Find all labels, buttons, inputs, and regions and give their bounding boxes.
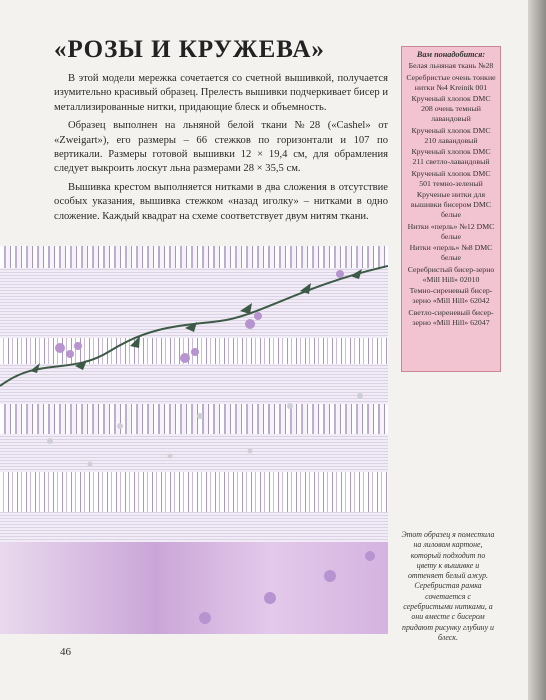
materials-item: Крученый хлопок DMC 211 светло-лавандовый <box>411 147 491 166</box>
article-body <box>54 72 388 228</box>
embroidery-photo <box>0 246 388 634</box>
materials-list <box>405 61 497 328</box>
silver-stars <box>47 393 363 467</box>
page-number: 46 <box>60 646 71 658</box>
vine-leaves <box>30 269 362 373</box>
materials-item: Серебристый бисер-зерно «Mill Hill» 02010 <box>407 264 495 284</box>
rose-beads <box>55 270 375 624</box>
materials-item: Крученые нитки для вышивки бисером DMC белые <box>410 190 492 219</box>
article-title: «РОЗЫ И КРУЖЕВА» <box>54 36 325 63</box>
paragraph-technique: Вышивка крестом выполняется нитками в два сложения в отсутствие особых указания, вышивка стежком «назад иголку» – нитками в одно сложение. Каждый квадрат на схеме соответствует двум нитям ткани. <box>54 181 388 222</box>
materials-item: Нитки «перль» №8 DMC белые <box>409 243 493 262</box>
materials-item: Нитки «перль» №12 DMC белые <box>407 221 495 241</box>
materials-item: Крученый хлопок DMC 208 очень темный лавандовый <box>411 94 491 123</box>
materials-item: Светло-сиреневый бисер-зерно «Mill Hill» 62047 <box>408 307 494 327</box>
photo-caption: Этот образец я поместила на лиловом картоне, который подходит по цвету к вышивке и оттеняет белый ажур. Серебристая рамка сочетается с серебристыми нитками, а они вместе с бисером придают рисунку глубину и блеск. <box>401 530 495 642</box>
materials-item: Крученый хлопок DMC 501 темно-зеленый <box>411 168 491 188</box>
materials-box <box>401 46 501 372</box>
page-gutter-shadow <box>528 0 546 700</box>
materials-item: Крученый хлопок DMC 210 лавандовый <box>411 125 491 145</box>
materials-item: Темно-сиреневый бисер-зерно «Mill Hill» 62042 <box>409 286 493 305</box>
materials-item: Белая льняная ткань №28 <box>408 61 494 70</box>
materials-title: Вам понадобится: <box>416 50 486 59</box>
embroidery-motifs <box>0 246 388 634</box>
paragraph-specs: Образец выполнен на льняной белой ткани №28 («Cashel» от «Zweigart»), его размеры – 66 стежков по горизонтали и 107 по вертикали. Размеры готовой вышивки 12 × 19,4 см, для обрамления следует выкроить лоскут льна размерами 28 × 35,5 см. <box>54 120 388 175</box>
paragraph-intro: В этой модели мережка сочетается со счетной вышивкой, получается изумительно красивый образец. Прелесть вышивки подчеркивает бисер и металлизированные нитки, придающие блеск и объемность. <box>54 73 388 113</box>
materials-item: Серебристые очень тонкие нитки №4 Kreinik 001 <box>406 72 496 92</box>
